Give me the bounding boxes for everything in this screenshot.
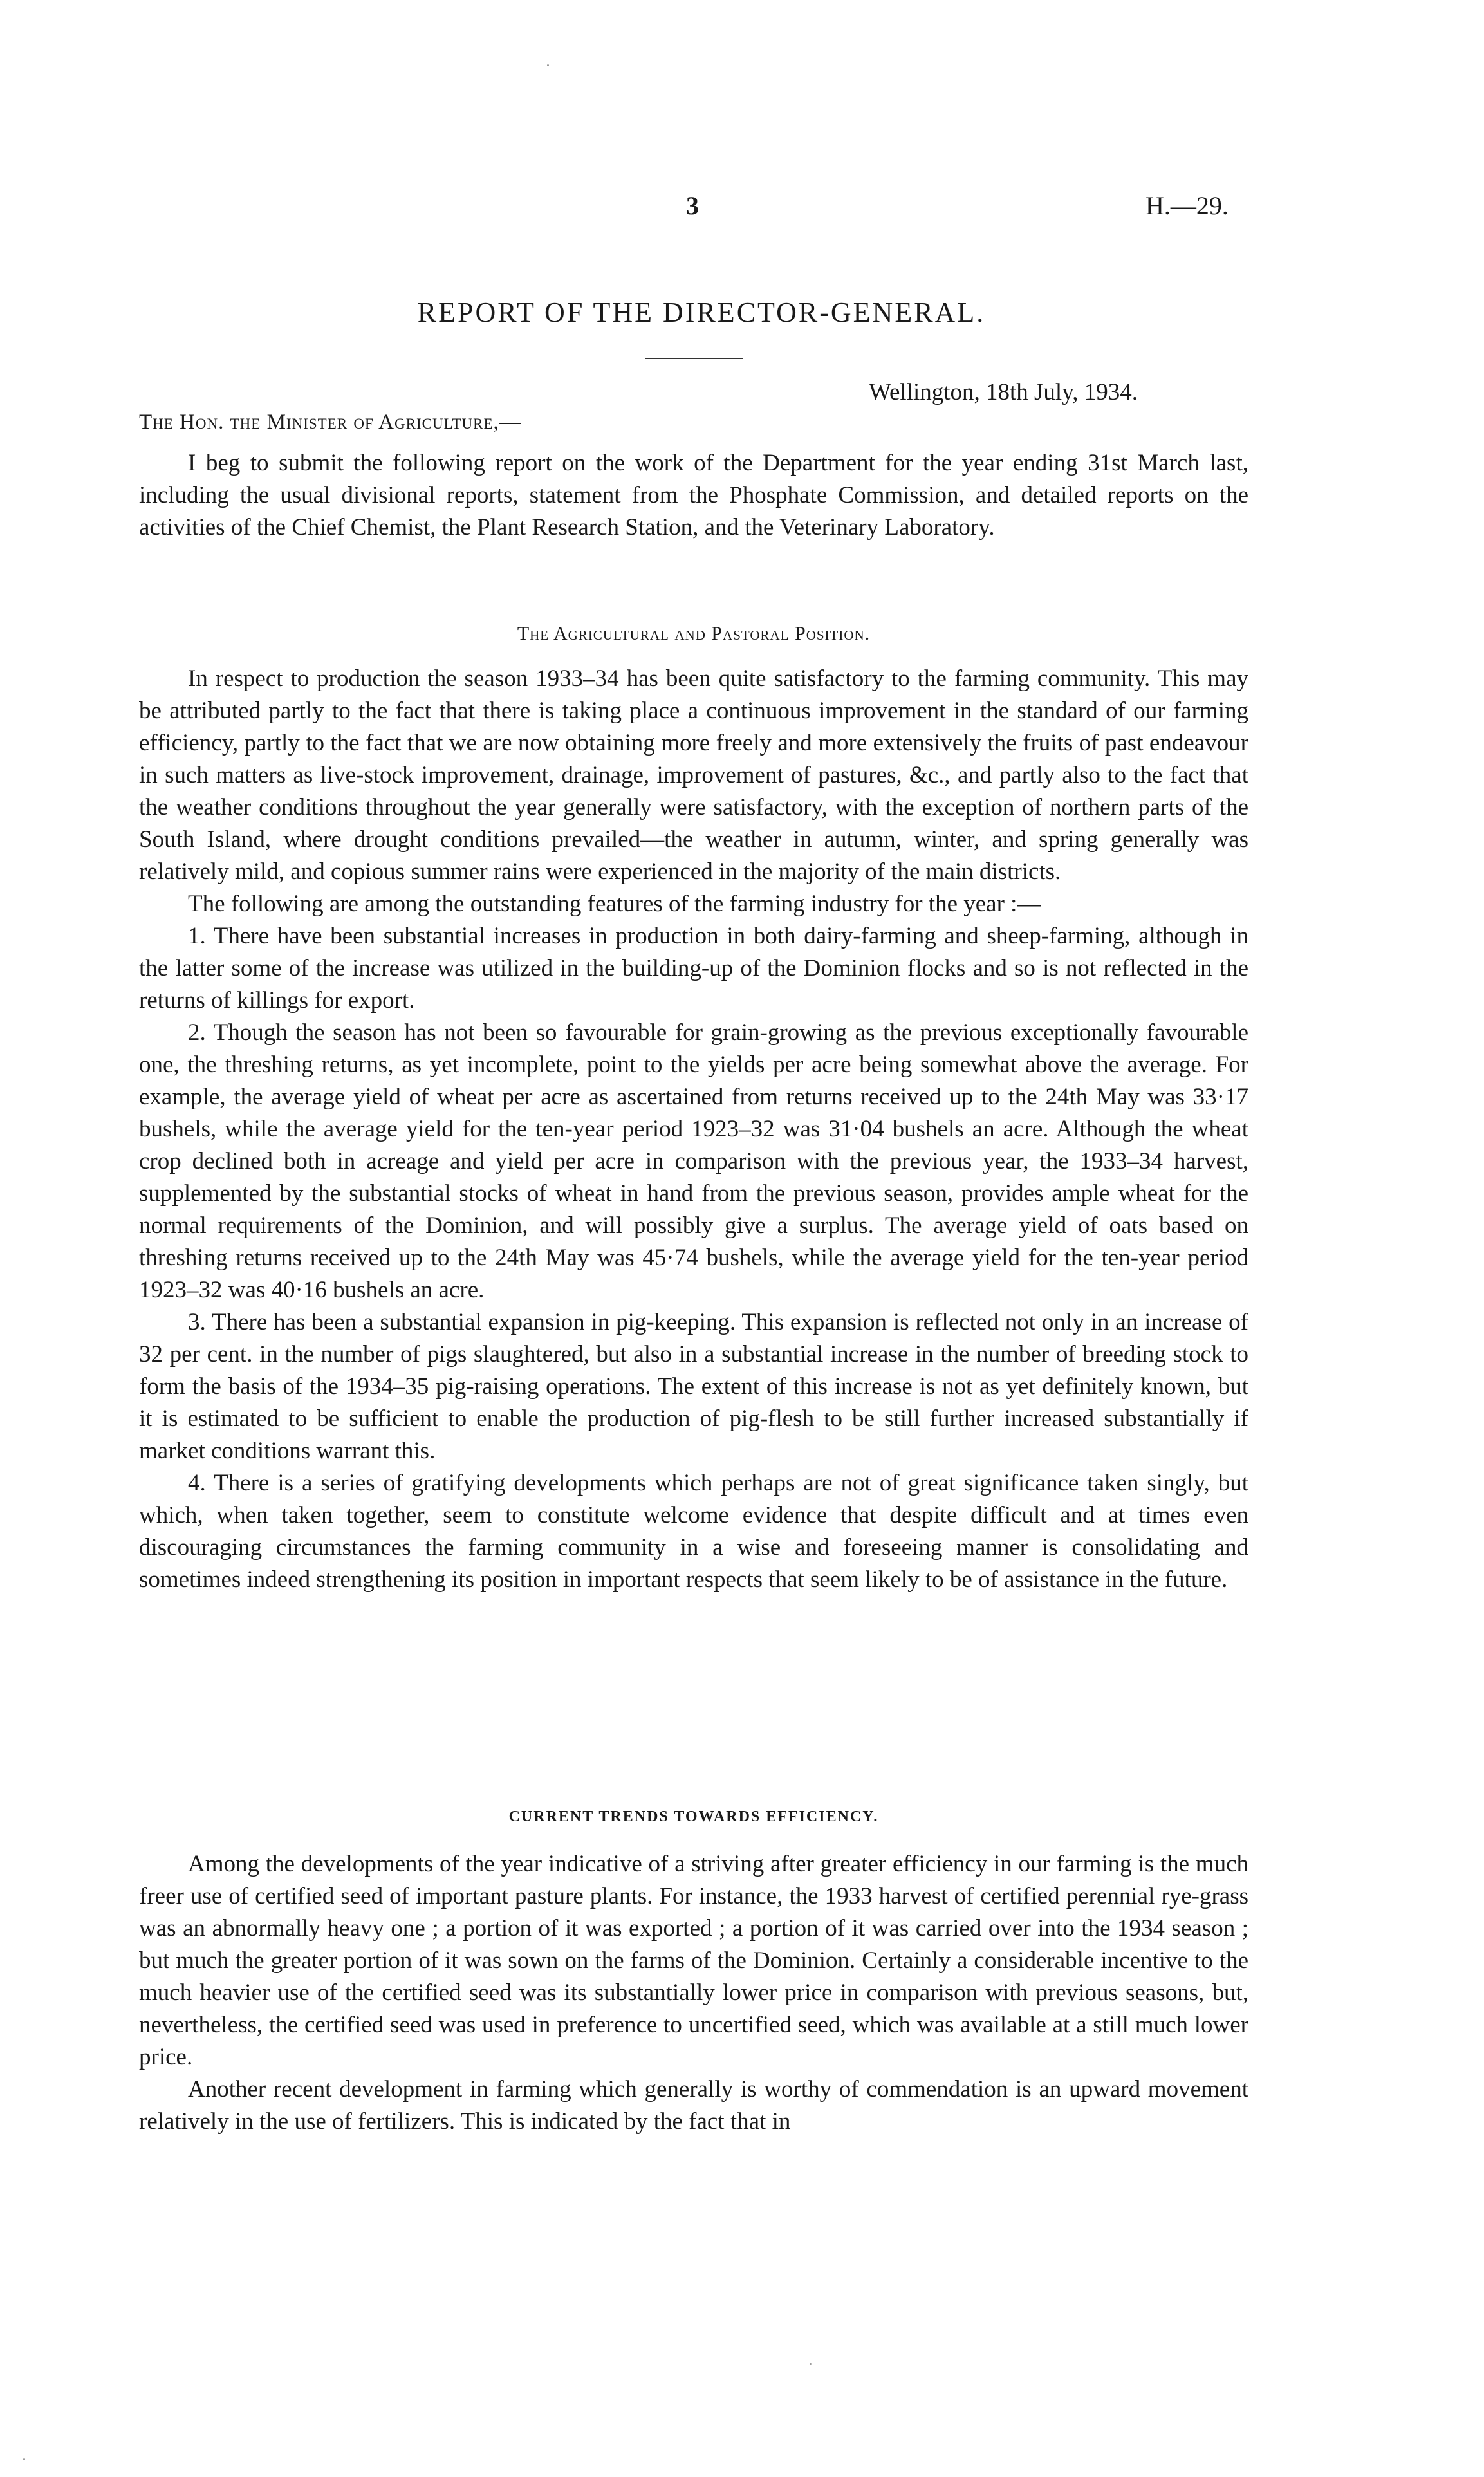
intro-paragraph: I beg to submit the following report on the work of the Department for the year ending 31st March last, including the usual divisional reports, statement from the Phosphate Commission, and detailed reports on the activities of the Chief Chemist, the Plant Research Station, and the Veterinary Laboratory. [139, 450, 1248, 541]
list-item: 4. There is a series of gratifying developments which perhaps are not of great significance taken singly, but which, when taken together, seem to constitute welcome evidence that despite difficult and at times even discouraging circumstances the farming community in a wise and foreseeing manner is consolidating and sometimes indeed strengthening its position in important respects that seem likely to be of assistance in the future. [139, 1470, 1248, 1593]
paragraph: The following are among the outstanding features of the farming industry for the year :— [188, 891, 1041, 917]
intro-section [139, 447, 1248, 544]
scan-speck [23, 2458, 25, 2460]
addressee [139, 411, 521, 434]
paragraph: Among the developments of the year indicative of a striving after greater efficiency in our farming is the much freer use of certified seed of important pasture plants. For instance, the 1933 harvest of certified perennial rye-grass was an abnormally heavy one ; a portion of it was exported ; a portion of it was carried over into the 1934 season ; but much the greater portion of it was sown on the farms of the Dominion. Certainly a considerable incentive to the much heavier use of the certified seed was its substantially lower price in comparison with previous seasons, but, nevertheless, the certified seed was used in preference to uncertified seed, which was available at a still much lower price. [139, 1851, 1248, 2070]
paragraph: Another recent development in farming which generally is worthy of commendation is an upward movement relatively in the use of fertilizers. This is indicated by the fact that in [139, 2076, 1248, 2135]
scan-speck [810, 2363, 812, 2365]
section-heading-current-trends: CURRENT TRENDS TOWARDS EFFICIENCY. [508, 1808, 879, 1825]
paragraph: In respect to production the season 1933–34 has been quite satisfactory to the farming community. This may be attributed partly to the fact that there is taking place a continuous improvement in the standard of our farming efficiency, partly to the fact that we are now obtaining more freely and more extensively the fruits of past endeavour in such matters as live-stock improvement, drainage, improvement of pastures, &c., and partly also to the fact that the weather conditions throughout the year generally were satisfactory, with the exception of northern parts of the South Island, where drought conditions prevailed—the weather in autumn, winter, and spring generally was relatively mild, and copious summer rains were experienced in the majority of the main districts. [139, 665, 1248, 885]
list-item: 1. There have been substantial increases in production in both dairy-farming and sheep-farming, although in the latter some of the increase was utilized in the building-up of the Dominion flocks and so is not reflected in the returns of killings for export. [139, 923, 1248, 1014]
addressee-text: The Hon. the Minister of Agriculture,— [139, 411, 521, 434]
list-item: 2. Though the season has not been so favourable for grain-growing as the previous exceptionally favourable one, the threshing returns, as yet incomplete, point to the yields per acre being somewhat above the average. For example, the average yield of wheat per acre as ascertained from returns received up to the 24th May was 33·17 bushels, while the average yield for the ten-year period 1923–32 was 31·04 bushels an acre. Although the wheat crop declined both in acreage and yield per acre in comparison with the previous year, the 1933–34 harvest, supplemented by the substantial stocks of wheat in hand from the previous season, provides ample wheat for the normal requirements of the Dominion, and will possibly give a surplus. The average yield of oats based on threshing returns received up to the 24th May was 45·74 bushels, while the average yield for the ten-year period 1923–32 was 40·16 bushels an acre. [139, 1019, 1248, 1303]
dateline: Wellington, 18th July, 1934. [869, 379, 1138, 405]
scan-speck [547, 64, 549, 66]
page-number: 3 [686, 191, 699, 220]
title-divider [645, 358, 743, 359]
page-header [0, 190, 1484, 229]
report-title: REPORT OF THE DIRECTOR-GENERAL. [417, 297, 986, 328]
section-body-current-trends [139, 1848, 1248, 2138]
section-heading-text: The Agricultural and Pastoral Position. [517, 623, 871, 644]
list-item: 3. There has been a substantial expansion in pig-keeping. This expansion is reflected not only in an increase of 32 per cent. in the number of pigs slaughtered, but also in a substantial increase in the number of breeding stock to form the basis of the 1934–35 pig-raising operations. The extent of this increase is not as yet definitely known, but it is estimated to be sufficient to enable the production of pig-flesh to be still further increased substantially if market conditions warrant this. [139, 1309, 1248, 1464]
section-body-agricultural-position [139, 663, 1248, 1596]
section-heading-agricultural-position [0, 623, 1387, 645]
document-reference: H.—29. [1145, 191, 1229, 220]
